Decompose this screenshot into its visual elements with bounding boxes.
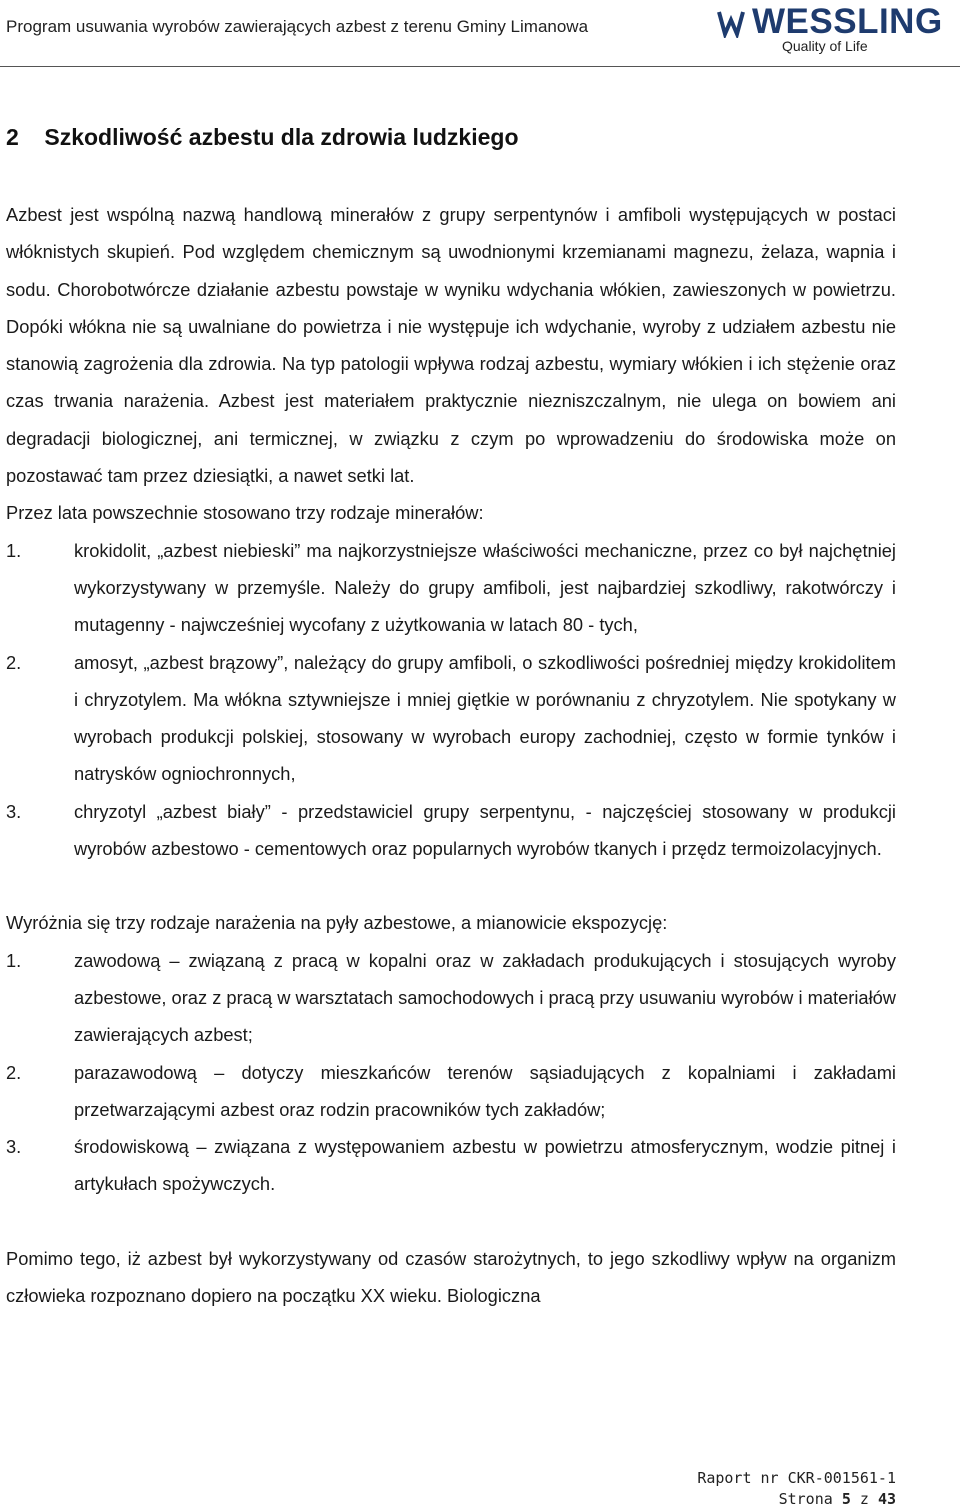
list-item: [6, 644, 896, 793]
list-item: [6, 942, 896, 1054]
document-title: Program usuwania wyrobów zawierających azbest z terenu Gminy Limanowa: [6, 17, 589, 36]
page-header: [0, 0, 960, 67]
section-title: Szkodliwość azbestu dla zdrowia ludzkiego: [44, 124, 519, 150]
list-number: 2.: [6, 651, 22, 673]
list-number: 3.: [6, 1136, 22, 1158]
section-number: 2: [6, 124, 19, 150]
list-text: parazawodową – dotyczy mieszkańców terenów sąsiadujących z kopalniami i zakładami przetwarzającymi azbest oraz rodzin pracowników tych zakładów;: [74, 1061, 896, 1120]
page-current: 5: [841, 1490, 851, 1508]
report-number: Raport nr CKR-001561-1: [697, 1469, 896, 1487]
closing-paragraph: Pomimo tego, iż azbest był wykorzystywany od czasów starożytnych, to jego szkodliwy wpływ na organizm człowieka rozpoznano dopiero na początku XX wieku. Biologiczna: [6, 1247, 896, 1307]
logo-tagline: Quality of Life: [782, 38, 868, 54]
list-text: amosyt, „azbest brązowy”, należący do grupy amfiboli, o szkodliwości pośredniej między krokidolitem i chryzotylem. Ma włókna sztywniejsze i mniej giętkie w porównaniu z chryzotylem. Nie spotykany w wyrobach produkcji polskiej, stosowany w wyrobach europy zachodniej, często w formie tynków i natrysków ogniochronnych,: [74, 651, 896, 785]
page-number: [697, 1489, 896, 1510]
section-heading: [6, 124, 519, 151]
list-number: 1.: [6, 949, 22, 971]
list-text: środowiskową – związana z występowaniem azbestu w powietrzu atmosferycznym, wodzie pitnej i artykułach spożywczych.: [74, 1136, 896, 1195]
logo-wordmark: WESSLING: [752, 2, 943, 41]
page-prefix: Strona: [778, 1490, 833, 1508]
page-footer: [697, 1468, 896, 1510]
exposure-list: [6, 942, 896, 1203]
minerals-intro: Przez lata powszechnie stosowano trzy rodzaje minerałów:: [6, 502, 484, 524]
list-text: zawodową – związaną z pracą w kopalni oraz w zakładach produkujących i stosujących wyroby azbestowe, oraz z pracą w warsztatach samochodowych i pracą przy usuwaniu wyrobów i materiałów zawierających azbest;: [74, 949, 896, 1046]
list-text: krokidolit, „azbest niebieski” ma najkorzystniejsze właściwości mechaniczne, przez co był najchętniej wykorzystywany w przemyśle. Należy do grupy amfiboli, jest najbardziej szkodliwy, rakotwórczy i mutagenny - najwcześniej wycofany z użytkowania w latach 80 - tych,: [74, 539, 896, 636]
wessling-logo-icon: [716, 8, 746, 38]
list-number: 1.: [6, 539, 22, 561]
document-body: [6, 196, 896, 1314]
list-item: [6, 1054, 896, 1129]
intro-paragraph: Azbest jest wspólną nazwą handlową minerałów z grupy serpentynów i amfiboli występujących w postaci włóknistych skupień. Pod względem chemicznym są uwodnionymi krzemianami magnezu, żelaza, wapnia i sodu. Chorobotwórcze działanie azbestu powstaje w wyniku wdychania włókien, zawieszonych w powietrzu. Dopóki włókna nie są uwalniane do powietrza i nie występuje ich wdychanie, wyroby z udziałem azbestu nie stanowią zagrożenia dla zdrowia. Na typ patologii wpływa rodzaj azbestu, wymiary włókien i ich stężenie oraz czas trwania narażenia. Azbest jest materiałem praktycznie niezniszczalnym, nie ulega on bowiem ani degradacji biologicznej, ani termicznej, w związku z czym po wprowadzeniu do środowiska może on pozostawać tam przez dziesiątki, a nawet setki lat.: [6, 204, 896, 487]
minerals-list: [6, 532, 896, 868]
exposure-intro: Wyróżnia się trzy rodzaje narażenia na pyły azbestowe, a mianowicie ekspozycję:: [6, 912, 668, 934]
page-total: 43: [877, 1490, 896, 1508]
list-item: [6, 1128, 896, 1203]
list-item: [6, 793, 896, 868]
list-text: chryzotyl „azbest biały” - przedstawiciel grupy serpentynu, - najczęściej stosowany w produkcji wyrobów azbestowo - cementowych oraz popularnych wyrobów tkanych i przędz termoizolacyjnych.: [74, 800, 896, 860]
list-number: 3.: [6, 800, 22, 822]
wessling-logo: [716, 4, 960, 60]
list-number: 2.: [6, 1061, 22, 1083]
list-item: [6, 532, 896, 644]
page-separator: z: [859, 1490, 869, 1508]
